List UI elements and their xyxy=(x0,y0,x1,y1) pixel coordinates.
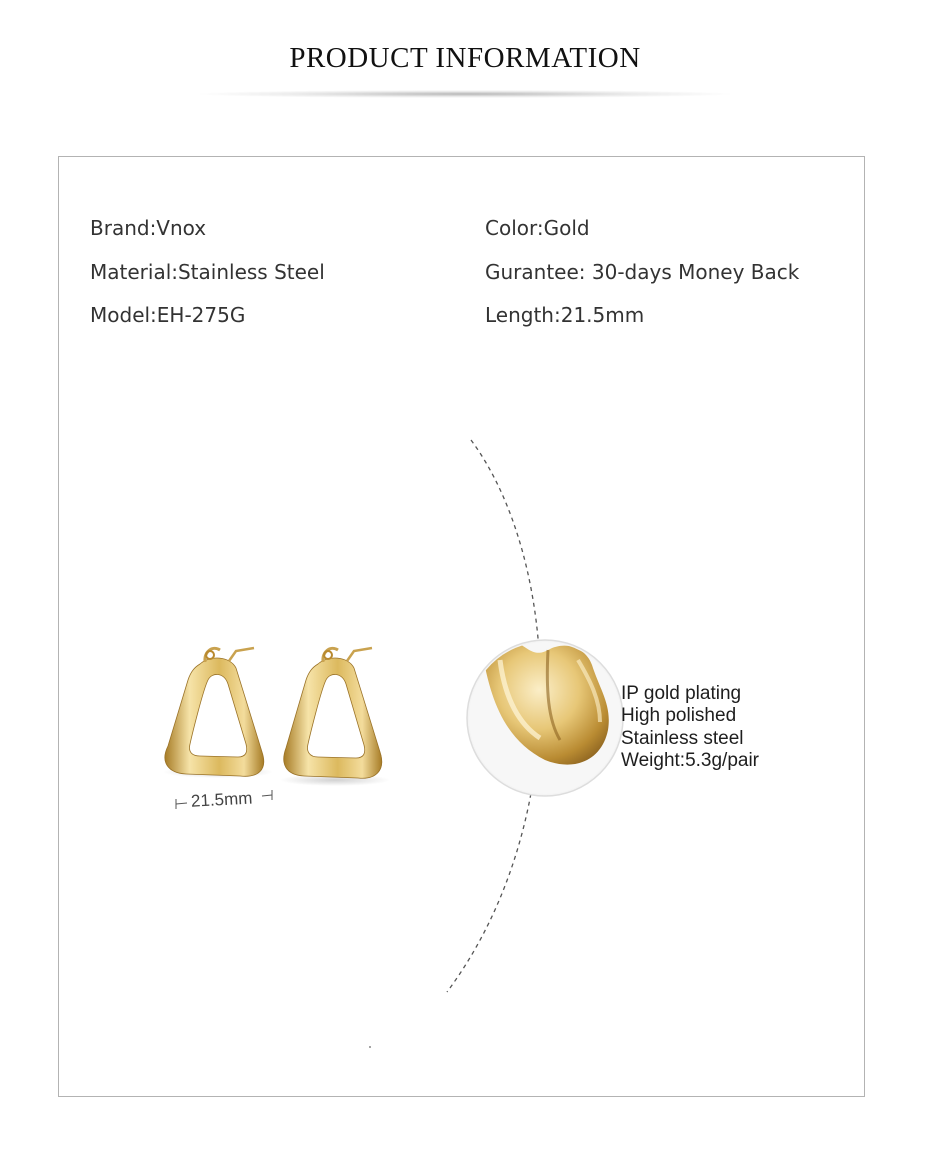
section-title: PRODUCT INFORMATION xyxy=(289,42,641,74)
spec-model: Model:EH-275G xyxy=(90,303,246,327)
spec-material: Material:Stainless Steel xyxy=(90,260,325,284)
feature-weight: Weight:5.3g/pair xyxy=(621,750,760,771)
dimension-marker xyxy=(176,789,272,811)
spec-guarantee: Gurantee: 30-days Money Back xyxy=(485,260,800,284)
earring-right xyxy=(280,648,390,786)
dimension-label: 21.5mm xyxy=(190,788,253,811)
spec-length: Length:21.5mm xyxy=(485,303,645,327)
spec-color: Color:Gold xyxy=(485,216,590,240)
zoom-detail xyxy=(465,640,625,800)
feature-polish: High polished xyxy=(621,705,737,726)
feature-plating: IP gold plating xyxy=(621,683,742,704)
spec-brand: Brand:Vnox xyxy=(90,216,207,240)
feature-material: Stainless steel xyxy=(621,728,744,749)
earring-left xyxy=(163,648,273,778)
